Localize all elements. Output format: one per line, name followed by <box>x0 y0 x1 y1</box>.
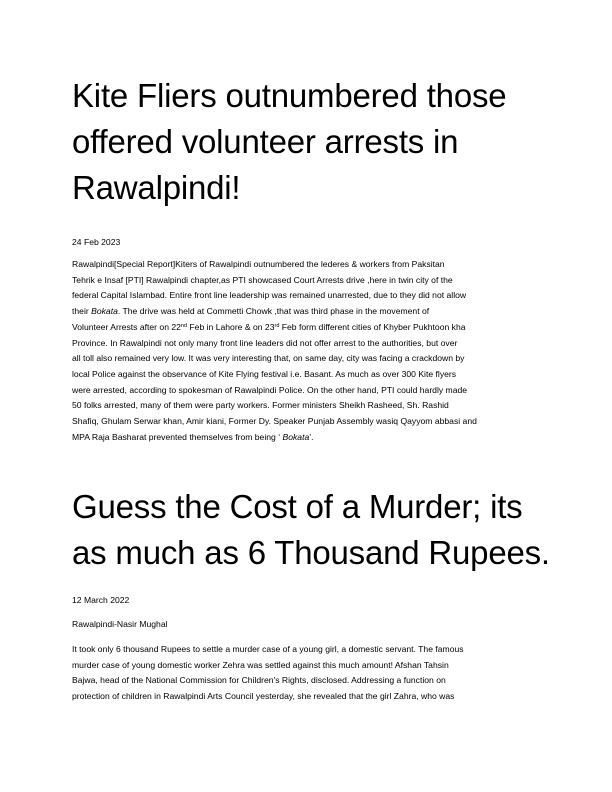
text-run: MPA Raja Basharat prevented themselves from being ‘ <box>72 431 283 442</box>
body-line: all toll also remained very low. It was very interesting that, on same day, city was facing a crackdown by <box>72 353 465 364</box>
body-line: It took only 6 thousand Rupees to settle a murder case of a young girl, a domestic servant. The famous <box>72 644 464 654</box>
body-line: federal Capital Islambad. Entire front line leadership was remained unarrested, due to they did not allow <box>72 290 467 301</box>
text-run: . The drive was held at Commetti Chowk ,that was third phase in the movement of <box>117 306 430 317</box>
body-line: Tehrik e Insaf [PTI] Rawalpindi chapter,as PTI showcased Court Arrests drive ,here in twin city of the <box>72 274 453 285</box>
body-line: local Police against the observance of Kite Flying festival i.e. Basant. As much as over 300 Kite flyers <box>72 368 457 379</box>
ordinal-suffix: rd <box>274 322 280 329</box>
article-date: 24 Feb 2023 <box>72 237 121 247</box>
ordinal-suffix: nd <box>180 322 188 329</box>
italic-term: Bokata <box>91 306 118 317</box>
body-line: Province. In Rawalpindi not only many front line leaders did not offer arrest to the authorities, but over <box>72 337 458 348</box>
body-line: Rawalpindi[Special Report]Kiters of Rawalpindi outnumbered the lederes & workers from Paksitan <box>72 259 445 269</box>
article-byline: Rawalpindi-Nasir Mughal <box>72 619 168 629</box>
article-body <box>72 257 542 445</box>
body-line: Bajwa, head of the National Commission for Children's Rights, disclosed. Addressing a function on <box>72 675 446 686</box>
article-body <box>72 642 542 705</box>
italic-term: Bokata <box>282 431 310 442</box>
text-run: Volunteer Arrests after on 22 <box>72 321 181 332</box>
article-headline <box>72 484 552 576</box>
body-line: murder case of young domestic worker Zehra was settled against this much amount! Afshan Tahsin <box>72 659 449 670</box>
headline-line: Rawalpindi! <box>72 169 241 206</box>
headline-line: offered volunteer arrests in <box>72 123 459 160</box>
headline-line: Guess the Cost of a Murder; its <box>72 488 523 525</box>
headline-line: Kite Fliers outnumbered those <box>72 77 507 114</box>
text-run: their <box>72 306 92 317</box>
article-date: 12 March 2022 <box>72 595 130 605</box>
body-line: Shafiq, Ghulam Serwar khan, Amir kiani, Former Dy. Speaker Punjab Assembly wasiq Qayyom abbasi and <box>72 416 477 427</box>
body-line <box>72 320 542 336</box>
article-headline <box>72 73 552 211</box>
text-run: Feb form different cities of Khyber Pukhtoon kha <box>279 321 466 332</box>
text-run: Feb in Lahore & on 23 <box>187 321 275 332</box>
body-line: were arrested, according to spokesman of Rawalpindi Police. On the other hand, PTI could hardly made <box>72 384 468 395</box>
body-line <box>72 430 542 446</box>
headline-line: as much as 6 Thousand Rupees. <box>72 534 550 571</box>
body-line: protection of children in Rawalpindi Arts Council yesterday, she revealed that the girl Zahra, who was <box>72 691 455 702</box>
body-line: 50 folks arrested, many of them were party workers. Former ministers Sheikh Rasheed, Sh. Rashid <box>72 400 449 411</box>
text-run: ’. <box>309 431 314 442</box>
body-line <box>72 304 542 320</box>
